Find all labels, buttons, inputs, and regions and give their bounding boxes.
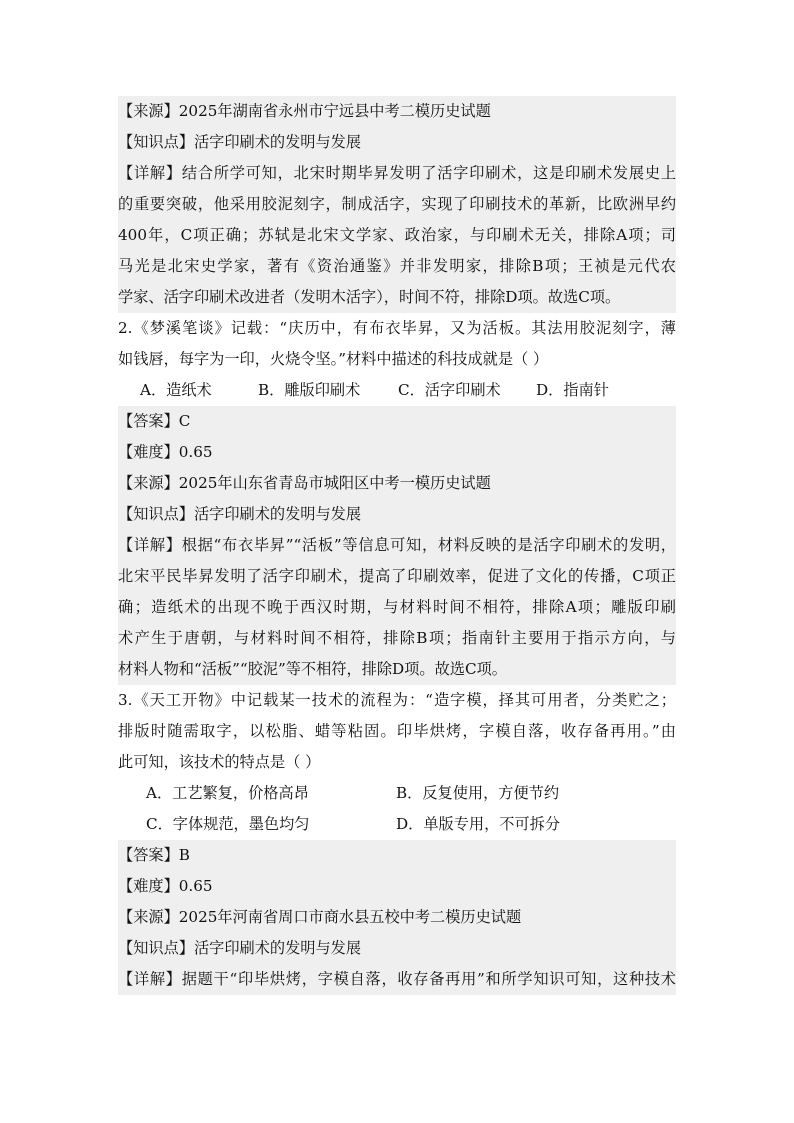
q2-explain-line-4: 术产生于唐朝，与材料时间不相符，排除B项；指南针主要用于指示方向，与 — [118, 623, 676, 654]
q2-option-b: B．雕版印刷术 — [258, 381, 361, 399]
q1-knowledge-point: 【知识点】活字印刷术的发明与发展 — [118, 127, 676, 158]
q3-option-d: D．单版专用，不可拆分 — [396, 815, 561, 833]
q3-stem-line-2: 排版时随需取字，以松脂、蜡等粘固。印毕烘烤，字模自落，收存备再用。”由 — [118, 722, 676, 740]
q2-difficulty: 【难度】0.65 — [118, 437, 676, 468]
q2-stem-line-1: 2.《梦溪笔谈》记载：“庆历中，有布衣毕昇，又为活板。其法用胶泥刻字，薄 — [118, 319, 676, 337]
q3-knowledge-point: 【知识点】活字印刷术的发明与发展 — [118, 933, 676, 964]
q2-stem-line-2: 如钱唇，每字为一印，火烧令坚。”材料中描述的科技成就是（ ） — [118, 350, 549, 368]
page-content — [118, 96, 676, 995]
q2-options — [118, 375, 676, 406]
q3-stem-line-3: 此可知，该技术的特点是（ ） — [118, 753, 321, 771]
q2-option-c: C．活字印刷术 — [398, 381, 501, 399]
q2-explain-line-5: 材料人物和“活板”“胶泥”等不相符，排除D项。故选C项。 — [118, 654, 676, 685]
q3-options-row-2 — [118, 809, 676, 840]
q2-explain-line-2: 北宋平民毕昇发明了活字印刷术，提高了印刷效率，促进了文化的传播，C项正 — [118, 561, 676, 592]
q3-stem-line-1: 3.《天工开物》中记载某一技术的流程为：“造字模，择其可用者，分类贮之； — [118, 691, 676, 709]
q1-explain-line-2: 的重要突破，他采用胶泥刻字，制成活字，实现了印刷技术的革新，比欧洲早约 — [118, 189, 676, 220]
q3-options-row-1 — [118, 778, 676, 809]
q2-answer: 【答案】C — [118, 406, 676, 437]
q3-answer: 【答案】B — [118, 840, 676, 871]
q2-option-a: A．造纸术 — [140, 381, 212, 399]
q2-explain-line-1: 【详解】根据“布衣毕昇”“活板”等信息可知，材料反映的是活字印刷术的发明， — [118, 530, 676, 561]
q2-source: 【来源】2025年山东省青岛市城阳区中考一模历史试题 — [118, 468, 676, 499]
q2-knowledge-point: 【知识点】活字印刷术的发明与发展 — [118, 499, 676, 530]
q1-explain-line-3: 400年，C项正确；苏轼是北宋文学家、政治家，与印刷术无关，排除A项；司 — [118, 220, 676, 251]
q3-explain-line-1: 【详解】据题干“印毕烘烤，字模自落，收存备再用”和所学知识可知，这种技术 — [118, 964, 676, 995]
q1-explain-line-5: 学家、活字印刷术改进者（发明木活字），时间不符，排除D项。故选C项。 — [118, 282, 676, 313]
q1-source: 【来源】2025年湖南省永州市宁远县中考二模历史试题 — [118, 96, 676, 127]
q2-explain-line-3: 确；造纸术的出现不晚于西汉时期，与材料时间不相符，排除A项；雕版印刷 — [118, 592, 676, 623]
q3-difficulty: 【难度】0.65 — [118, 871, 676, 902]
q3-source: 【来源】2025年河南省周口市商水县五校中考二模历史试题 — [118, 902, 676, 933]
q3-option-a: A．工艺繁复，价格高昂 — [146, 784, 309, 802]
q2-option-d: D．指南针 — [536, 381, 609, 399]
q3-option-c: C．字体规范，墨色均匀 — [146, 815, 310, 833]
q3-option-b: B．反复使用，方便节约 — [396, 784, 560, 802]
q1-explain-line-1: 【详解】结合所学可知，北宋时期毕昇发明了活字印刷术，这是印刷术发展史上 — [118, 158, 676, 189]
q1-explain-line-4: 马光是北宋史学家，著有《资治通鉴》并非发明家，排除B项；王祯是元代农 — [118, 251, 676, 282]
